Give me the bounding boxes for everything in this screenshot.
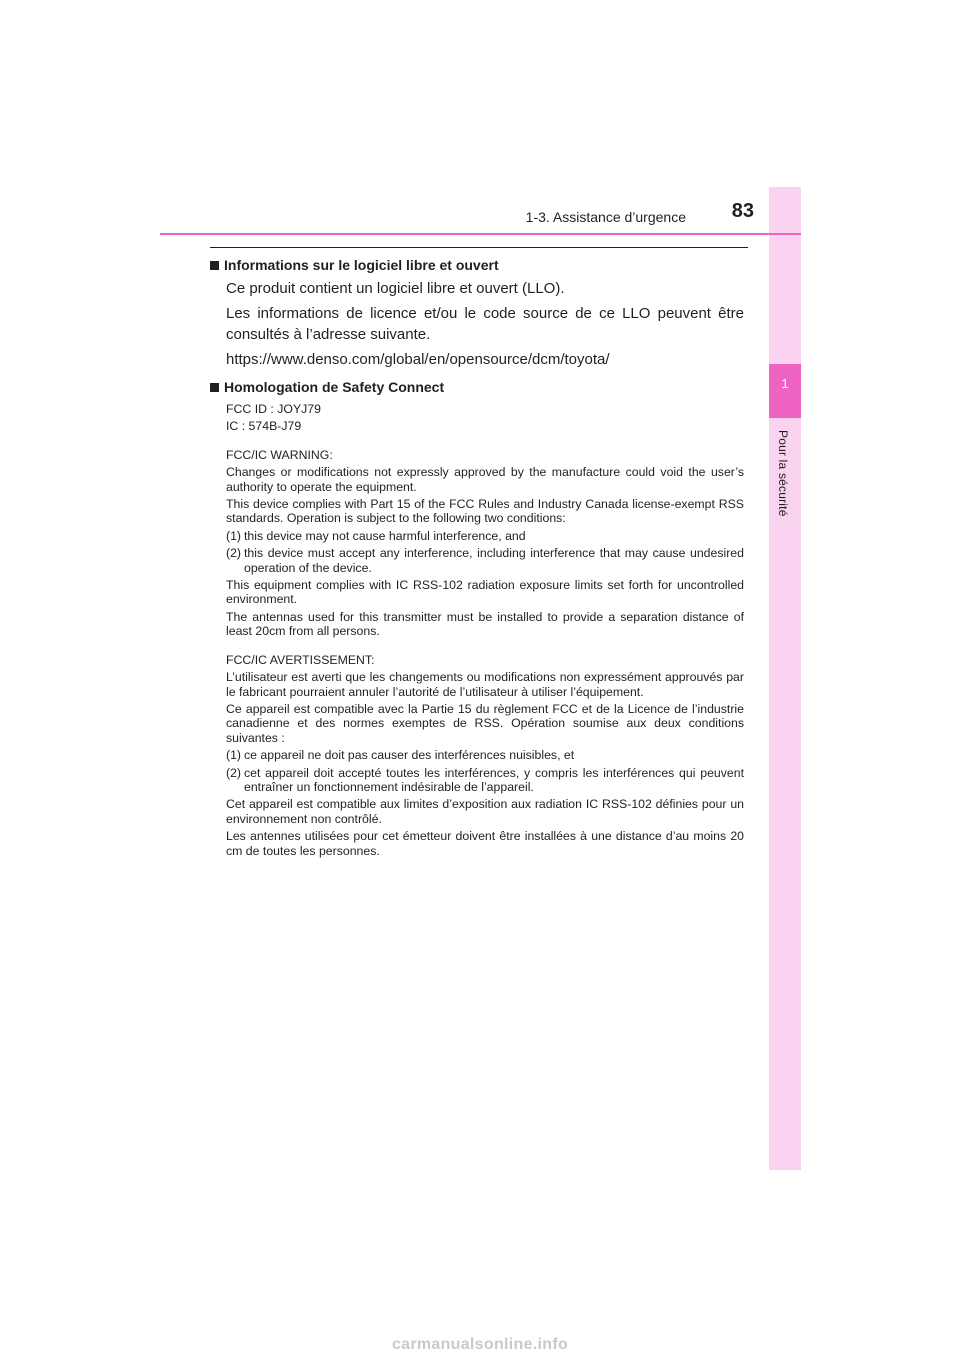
- paragraph: Les informations de licence et/ou le code source de ce LLO peuvent être consultés à l’adresse suivante.: [226, 305, 744, 343]
- warning-paragraph: Changes or modifications not expressly approved by the manufacture could void the user’s authority to operate the equipment.: [226, 465, 744, 494]
- content-divider: [210, 247, 748, 248]
- page-number: 83: [731, 200, 754, 222]
- fcc-id: FCC ID : JOYJ79: [226, 402, 321, 416]
- source-url: https://www.denso.com/global/en/opensource/dcm/toyota/: [226, 351, 610, 368]
- side-chapter-tab: [769, 187, 801, 1170]
- list-item: (1) this device may not cause harmful interference, and: [226, 528, 526, 543]
- watermark: carmanualsonline.info: [391, 1336, 569, 1353]
- chapter-label: Pour la sécurité: [776, 430, 790, 517]
- square-bullet-icon: [210, 261, 219, 270]
- square-bullet-icon: [210, 383, 219, 392]
- chapter-number-block: [769, 364, 801, 418]
- warning-paragraph: This device complies with Part 15 of the FCC Rules and Industry Canada license-exempt RSS standards. Operation is subject to the following two conditions:: [226, 497, 744, 526]
- list-item: (2) this device must accept any interference, including interference that may cause undesired operation of the device.: [226, 546, 744, 575]
- list-item: (2) cet appareil doit accepté toutes les interférences, y compris les interférences qui peuvent entraîner un fonctionnement indésirable de l’appareil.: [226, 765, 744, 794]
- warning-paragraph: This equipment complies with IC RSS-102 radiation exposure limits set forth for uncontrolled environment.: [226, 578, 744, 607]
- section-title: Homologation de Safety Connect: [224, 379, 445, 395]
- warning-paragraph: The antennas used for this transmitter must be installed to provide a separation distance of least 20cm from all persons.: [226, 609, 744, 639]
- warning-heading: FCC/IC WARNING:: [226, 447, 333, 462]
- section-title: Informations sur le logiciel libre et ouvert: [224, 257, 499, 273]
- english-warning-block: [226, 448, 744, 639]
- warning-paragraph: Les antennes utilisées pour cet émetteur doivent être installées à une distance d’au moins 20 cm de toutes les personnes.: [226, 829, 744, 858]
- warning-paragraph: Cet appareil est compatible aux limites d’exposition aux radiation IC RSS-102 définies pour un environnement non contrôlé.: [226, 797, 744, 826]
- paragraph: Ce produit contient un logiciel libre et ouvert (LLO).: [226, 280, 565, 297]
- section-heading: [210, 256, 744, 274]
- french-warning-block: [226, 653, 744, 858]
- ic-id: IC : 574B-J79: [226, 419, 302, 434]
- warning-paragraph: L’utilisateur est averti que les changements ou modifications non expressément approuvés par le fabricant pourraient annuler l’autorité de l’utilisateur à utiliser l’équipement.: [226, 670, 744, 699]
- section-heading: [210, 378, 744, 396]
- list-item: (1) ce appareil ne doit pas causer des interférences nuisibles, et: [226, 748, 575, 763]
- warning-heading: FCC/IC AVERTISSEMENT:: [226, 652, 375, 667]
- header-section-title: 1-3. Assistance d’urgence: [525, 209, 686, 225]
- header-divider: [160, 233, 801, 235]
- chapter-number: 1: [781, 376, 789, 391]
- warning-paragraph: Ce appareil est compatible avec la Partie 15 du règlement FCC et de la Licence de l’industrie canadienne et des normes exemptes de RSS. Opération soumise aux deux conditions suivantes :: [226, 701, 744, 745]
- page-content: [210, 256, 744, 858]
